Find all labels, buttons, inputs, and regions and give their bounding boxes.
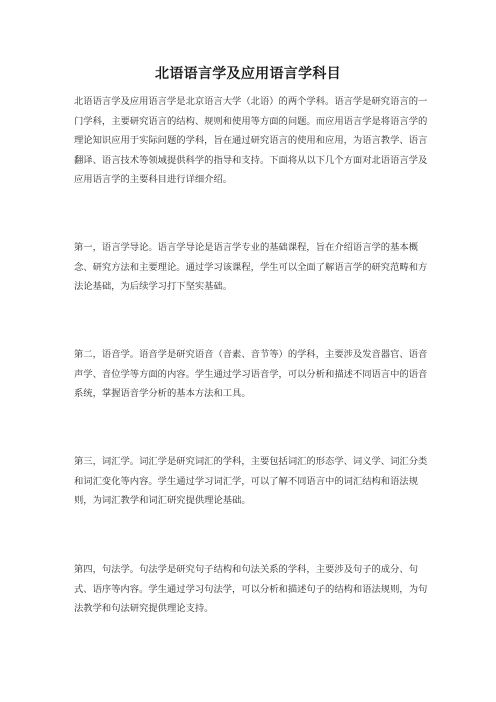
document-title: 北语语言学及应用语言学科目 [155,66,341,82]
paragraph-intro: 北语语言学及应用语言学是北京语言大学（北语）的两个学科。语言学是研究语言的一门学科，主要研究语言的结构、规则和使用等方面的问题。而应用语言学是将语言学的理论知识应用于实际问题的学科，旨在通过研究语言的使用和应用，为语言教学、语言翻译、语言技术等领域提供科学的指导和支持。下面将从以下几个方面对北语语言学及应用语言学的主要科目进行详细介绍。 [74,96,428,185]
paragraph-phonetics: 第二，语音学。语音学是研究语音（音素、音节等）的学科，主要涉及发音器官、语音声学、音位学等方面的内容。学生通过学习语音学，可以分析和描述不同语言中的语音系统，掌握语音学分析的基本方法和工具。 [74,349,428,399]
paragraph-lexicology: 第三，词汇学。词汇学是研究词汇的学科，主要包括词汇的形态学、词义学、词汇分类和词汇变化等内容。学生通过学习词汇学，可以了解不同语言中的词汇结构和语法规则，为词汇教学和词汇研究提供理论基础。 [74,456,428,506]
paragraph-linguistics-intro: 第一，语言学导论。语言学导论是语言学专业的基础课程，旨在介绍语言学的基本概念、研究方法和主要理论。通过学习该课程，学生可以全面了解语言学的研究范畴和方法论基础，为后续学习打下坚实基础。 [74,242,428,292]
paragraph-syntax: 第四，句法学。句法学是研究句子结构和句法关系的学科，主要涉及句子的成分、句式、语序等内容。学生通过学习句法学，可以分析和描述句子的结构和语法规则，为句法教学和句法研究提供理论支持。 [74,564,428,614]
